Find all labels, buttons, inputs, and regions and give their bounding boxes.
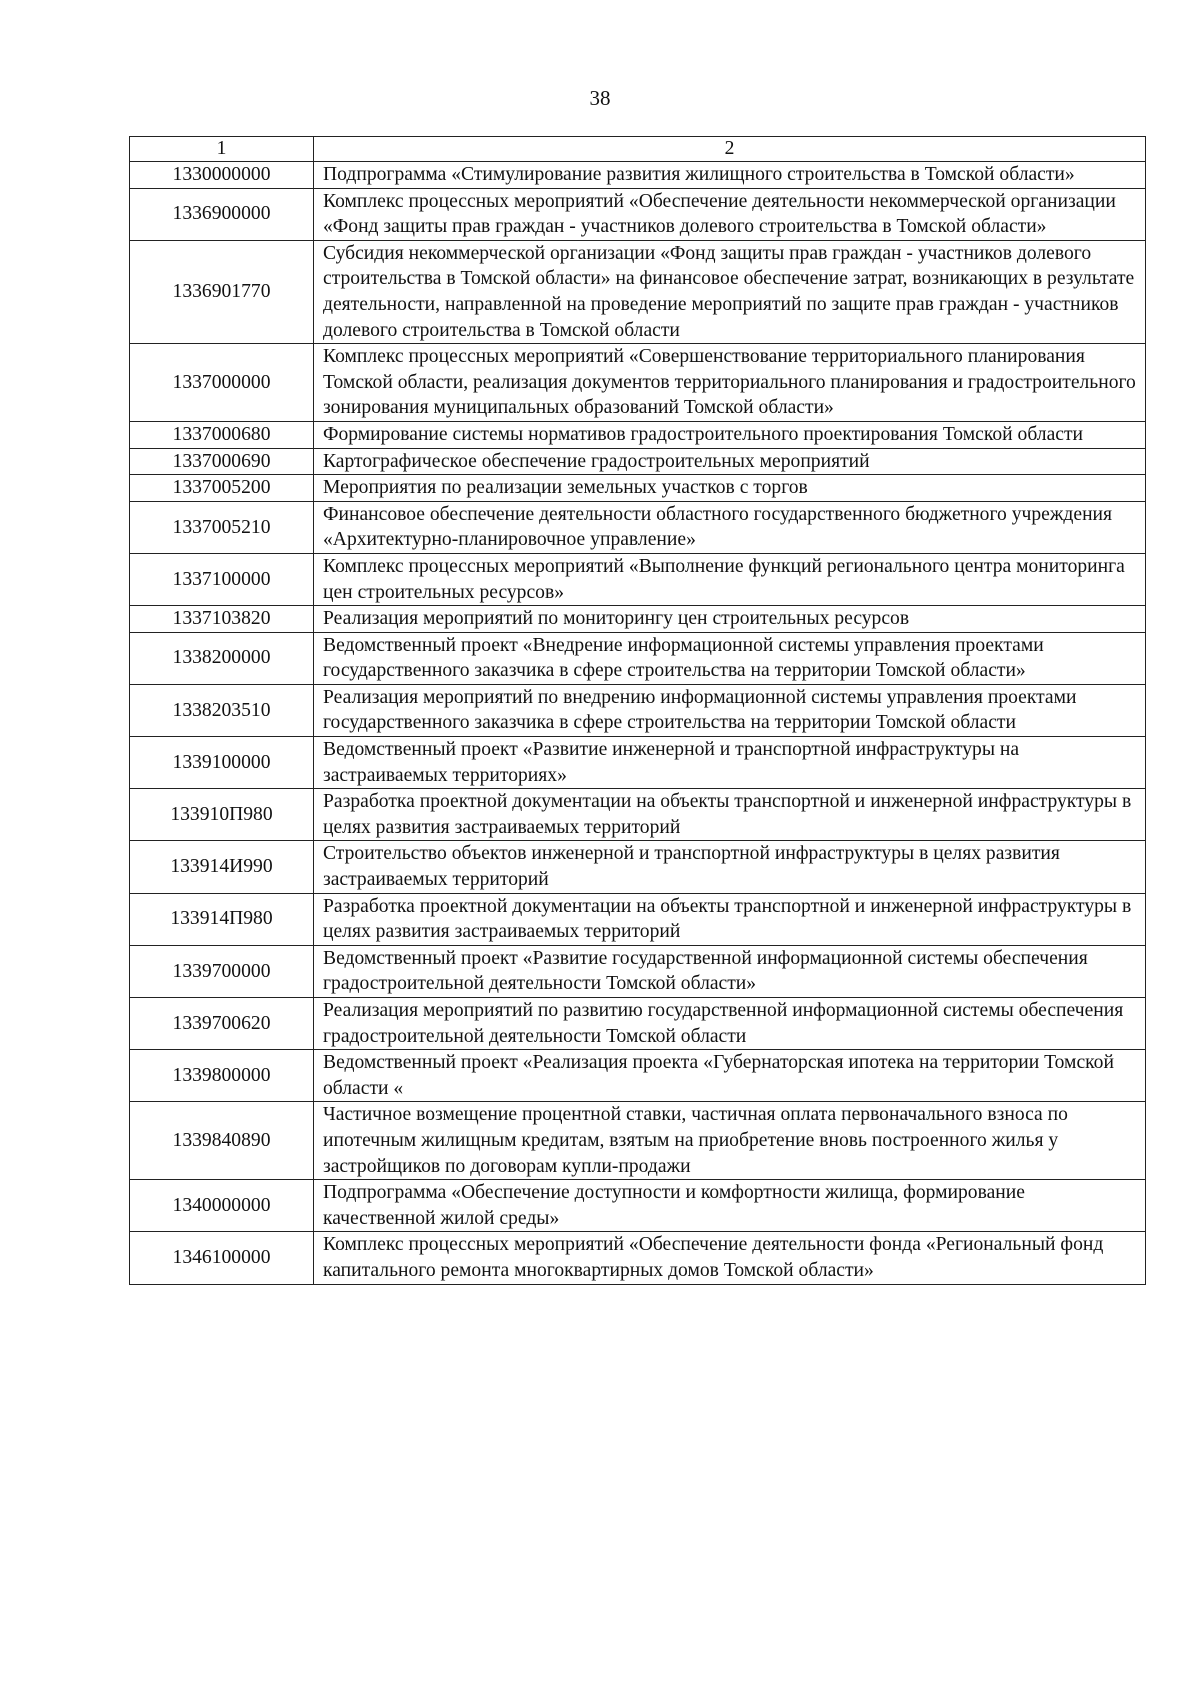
table-row [130,448,1146,475]
table-row [130,1102,1146,1180]
row-code: 1339100000 [130,737,314,789]
table-header-row [130,137,1146,162]
row-code: 1337000680 [130,421,314,448]
row-name: Строительство объектов инженерной и транспортной инфраструктуры в целях развития застраиваемых территорий [314,841,1146,893]
table-row [130,344,1146,422]
row-code: 133914И990 [130,841,314,893]
table-row [130,1180,1146,1232]
table-row [130,421,1146,448]
table-row [130,893,1146,945]
row-name: Ведомственный проект «Развитие инженерной и транспортной инфраструктуры на застраиваемых территориях» [314,737,1146,789]
table-row [130,1050,1146,1102]
row-code: 133910П980 [130,789,314,841]
row-code: 1336901770 [130,240,314,343]
table-row [130,240,1146,343]
table-row [130,606,1146,633]
table-row [130,1232,1146,1284]
row-name: Разработка проектной документации на объекты транспортной и инженерной инфраструктуры в целях развития застраиваемых территорий [314,893,1146,945]
row-name: Ведомственный проект «Реализация проекта «Губернаторская ипотека на территории Томской области « [314,1050,1146,1102]
table-row [130,188,1146,240]
row-name: Реализация мероприятий по внедрению информационной системы управления проектами государственного заказчика в сфере строительства на территории Томской области [314,684,1146,736]
table-row [130,789,1146,841]
row-code: 1339700620 [130,998,314,1050]
row-code: 1338203510 [130,684,314,736]
table-row [130,998,1146,1050]
row-code: 1338200000 [130,632,314,684]
row-name: Комплекс процессных мероприятий «Обеспечение деятельности некоммерческой организации «Фонд защиты прав граждан - участников долевого строительства в Томской области» [314,188,1146,240]
row-code: 133914П980 [130,893,314,945]
row-name: Финансовое обеспечение деятельности областного государственного бюджетного учреждения «Архитектурно-планировочное управление» [314,501,1146,553]
row-code: 1337100000 [130,553,314,605]
row-code: 1336900000 [130,188,314,240]
table-row [130,475,1146,502]
row-name: Комплекс процессных мероприятий «Выполнение функций регионального центра мониторинга цен строительных ресурсов» [314,553,1146,605]
table-body [130,162,1146,1285]
row-code: 1346100000 [130,1232,314,1284]
row-name: Картографическое обеспечение градостроительных мероприятий [314,448,1146,475]
row-name: Частичное возмещение процентной ставки, частичная оплата первоначального взноса по ипотечным жилищным кредитам, взятым на приобретение вновь построенного жилья у застройщиков по договорам купли-продажи [314,1102,1146,1180]
table-row [130,945,1146,997]
row-name: Подпрограмма «Обеспечение доступности и комфортности жилища, формирование качественной жилой среды» [314,1180,1146,1232]
row-code: 1330000000 [130,162,314,189]
table-row [130,841,1146,893]
table-row [130,684,1146,736]
row-name: Комплекс процессных мероприятий «Обеспечение деятельности фонда «Региональный фонд капитального ремонта многоквартирных домов Томской области» [314,1232,1146,1284]
table-row [130,553,1146,605]
row-name: Подпрограмма «Стимулирование развития жилищного строительства в Томской области» [314,162,1146,189]
column-header-code: 1 [130,137,314,162]
row-code: 1339800000 [130,1050,314,1102]
row-code: 1337000690 [130,448,314,475]
row-name: Реализация мероприятий по мониторингу цен строительных ресурсов [314,606,1146,633]
row-name: Реализация мероприятий по развитию государственной информационной системы обеспечения градостроительной деятельности Томской области [314,998,1146,1050]
row-name: Ведомственный проект «Развитие государственной информационной системы обеспечения градостроительной деятельности Томской области» [314,945,1146,997]
page-number: 38 [589,86,611,110]
row-name: Ведомственный проект «Внедрение информационной системы управления проектами государственного заказчика в сфере строительства на территории Томской области» [314,632,1146,684]
classification-table [129,136,1146,1285]
row-code: 1337103820 [130,606,314,633]
row-name: Формирование системы нормативов градостроительного проектирования Томской области [314,421,1146,448]
row-name: Разработка проектной документации на объекты транспортной и инженерной инфраструктуры в целях развития застраиваемых территорий [314,789,1146,841]
row-name: Комплекс процессных мероприятий «Совершенствование территориального планирования Томской области, реализация документов территориального планирования и градостроительного зонирования муниципальных образований Томской области» [314,344,1146,422]
row-code: 1337000000 [130,344,314,422]
row-code: 1337005200 [130,475,314,502]
row-code: 1339840890 [130,1102,314,1180]
table-row [130,632,1146,684]
row-name: Мероприятия по реализации земельных участков с торгов [314,475,1146,502]
table-row [130,501,1146,553]
row-code: 1337005210 [130,501,314,553]
table-row [130,737,1146,789]
row-code: 1339700000 [130,945,314,997]
row-code: 1340000000 [130,1180,314,1232]
table-row [130,162,1146,189]
column-header-name: 2 [314,137,1146,162]
row-name: Субсидия некоммерческой организации «Фонд защиты прав граждан - участников долевого строительства в Томской области» на финансовое обеспечение затрат, возникающих в результате деятельности, направленной на проведение мероприятий по защите прав граждан - участников долевого строительства в Томской области [314,240,1146,343]
